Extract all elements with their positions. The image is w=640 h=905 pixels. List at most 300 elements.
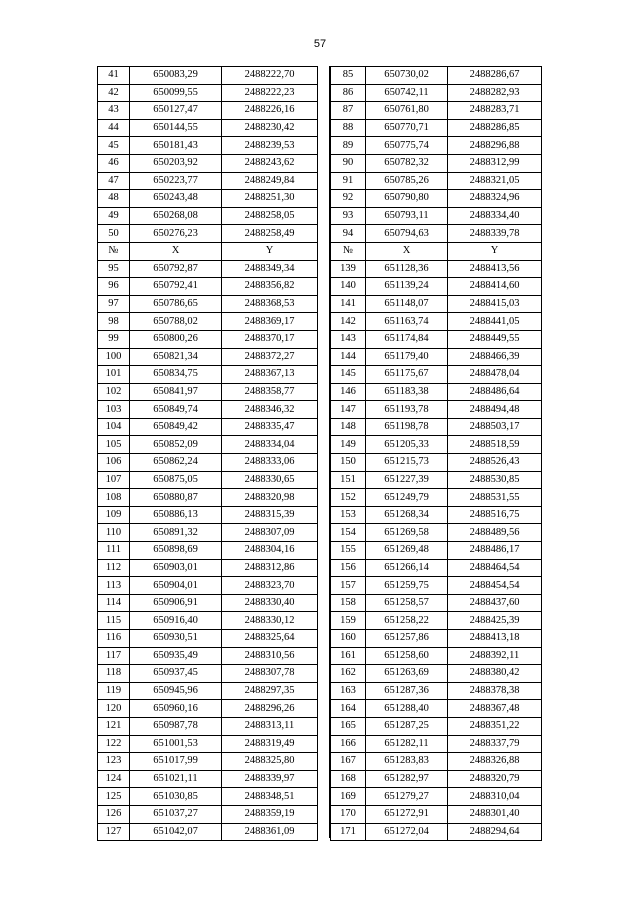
x-coordinate-cell: 651282,11 bbox=[366, 735, 448, 753]
table-row bbox=[98, 700, 318, 718]
point-number-cell: 123 bbox=[98, 753, 130, 771]
x-coordinate-cell: 650127,47 bbox=[130, 102, 222, 120]
x-coordinate-cell: 650786,65 bbox=[130, 295, 222, 313]
x-coordinate-cell: 650891,32 bbox=[130, 524, 222, 542]
table-row bbox=[331, 348, 542, 366]
y-coordinate-cell: 2488325,64 bbox=[222, 630, 318, 648]
point-number-cell: 111 bbox=[98, 542, 130, 560]
table-row bbox=[98, 207, 318, 225]
point-number-cell: 151 bbox=[331, 471, 366, 489]
y-coordinate-cell: 2488368,53 bbox=[222, 295, 318, 313]
y-coordinate-cell: 2488413,18 bbox=[448, 630, 542, 648]
y-coordinate-cell: 2488437,60 bbox=[448, 594, 542, 612]
x-coordinate-cell: 651266,14 bbox=[366, 559, 448, 577]
point-number-cell: 42 bbox=[98, 84, 130, 102]
point-number-cell: 155 bbox=[331, 542, 366, 560]
table-row bbox=[98, 506, 318, 524]
header-row bbox=[98, 242, 318, 260]
y-coordinate-cell: 2488282,93 bbox=[448, 84, 542, 102]
table-row bbox=[98, 630, 318, 648]
table-row bbox=[98, 559, 318, 577]
y-coordinate-cell: 2488392,11 bbox=[448, 647, 542, 665]
point-number-cell: 169 bbox=[331, 788, 366, 806]
x-coordinate-cell: 650792,87 bbox=[130, 260, 222, 278]
x-coordinate-cell: 651268,34 bbox=[366, 506, 448, 524]
point-number-cell: 171 bbox=[331, 823, 366, 841]
y-coordinate-cell: 2488294,64 bbox=[448, 823, 542, 841]
x-coordinate-cell: 650898,69 bbox=[130, 542, 222, 560]
point-number-cell: 106 bbox=[98, 454, 130, 472]
y-coordinate-cell: 2488312,99 bbox=[448, 154, 542, 172]
x-coordinate-cell: 651205,33 bbox=[366, 436, 448, 454]
point-number-cell: 46 bbox=[98, 154, 130, 172]
table-row bbox=[98, 154, 318, 172]
point-number-cell: 148 bbox=[331, 418, 366, 436]
header-num-cell: № bbox=[98, 242, 130, 260]
point-number-cell: 157 bbox=[331, 577, 366, 595]
point-number-cell: 93 bbox=[331, 207, 366, 225]
table-row bbox=[98, 542, 318, 560]
x-coordinate-cell: 650945,96 bbox=[130, 682, 222, 700]
table-row bbox=[331, 788, 542, 806]
point-number-cell: 153 bbox=[331, 506, 366, 524]
x-coordinate-cell: 650785,26 bbox=[366, 172, 448, 190]
coordinates-table-right bbox=[330, 66, 542, 841]
x-coordinate-cell: 650099,55 bbox=[130, 84, 222, 102]
y-coordinate-cell: 2488249,84 bbox=[222, 172, 318, 190]
x-coordinate-cell: 650243,48 bbox=[130, 190, 222, 208]
y-coordinate-cell: 2488380,42 bbox=[448, 665, 542, 683]
table-row bbox=[331, 260, 542, 278]
table-row bbox=[98, 682, 318, 700]
y-coordinate-cell: 2488378,38 bbox=[448, 682, 542, 700]
y-coordinate-cell: 2488286,85 bbox=[448, 119, 542, 137]
table-row bbox=[331, 119, 542, 137]
y-coordinate-cell: 2488531,55 bbox=[448, 489, 542, 507]
y-coordinate-cell: 2488339,97 bbox=[222, 770, 318, 788]
table-row bbox=[331, 524, 542, 542]
point-number-cell: 89 bbox=[331, 137, 366, 155]
y-coordinate-cell: 2488441,05 bbox=[448, 313, 542, 331]
point-number-cell: 159 bbox=[331, 612, 366, 630]
point-number-cell: 117 bbox=[98, 647, 130, 665]
x-coordinate-cell: 650794,63 bbox=[366, 225, 448, 243]
table-row bbox=[331, 67, 542, 85]
x-coordinate-cell: 650775,74 bbox=[366, 137, 448, 155]
x-coordinate-cell: 650268,08 bbox=[130, 207, 222, 225]
table-row bbox=[331, 454, 542, 472]
x-coordinate-cell: 650730,02 bbox=[366, 67, 448, 85]
table-row bbox=[98, 735, 318, 753]
x-coordinate-cell: 650849,42 bbox=[130, 418, 222, 436]
x-coordinate-cell: 650821,34 bbox=[130, 348, 222, 366]
header-num-cell: № bbox=[331, 242, 366, 260]
y-coordinate-cell: 2488296,88 bbox=[448, 137, 542, 155]
point-number-cell: 45 bbox=[98, 137, 130, 155]
y-coordinate-cell: 2488321,05 bbox=[448, 172, 542, 190]
y-coordinate-cell: 2488320,98 bbox=[222, 489, 318, 507]
point-number-cell: 43 bbox=[98, 102, 130, 120]
table-row bbox=[98, 84, 318, 102]
header-x-cell: X bbox=[130, 242, 222, 260]
table-row bbox=[98, 401, 318, 419]
table-row bbox=[331, 542, 542, 560]
x-coordinate-cell: 650852,09 bbox=[130, 436, 222, 454]
table-row bbox=[331, 366, 542, 384]
x-coordinate-cell: 651148,07 bbox=[366, 295, 448, 313]
y-coordinate-cell: 2488489,56 bbox=[448, 524, 542, 542]
x-coordinate-cell: 650903,01 bbox=[130, 559, 222, 577]
table-row bbox=[98, 330, 318, 348]
x-coordinate-cell: 651193,78 bbox=[366, 401, 448, 419]
table-row bbox=[98, 313, 318, 331]
point-number-cell: 122 bbox=[98, 735, 130, 753]
y-coordinate-cell: 2488243,62 bbox=[222, 154, 318, 172]
point-number-cell: 108 bbox=[98, 489, 130, 507]
y-coordinate-cell: 2488370,17 bbox=[222, 330, 318, 348]
y-coordinate-cell: 2488486,17 bbox=[448, 542, 542, 560]
y-coordinate-cell: 2488346,32 bbox=[222, 401, 318, 419]
x-coordinate-cell: 650906,91 bbox=[130, 594, 222, 612]
y-coordinate-cell: 2488337,79 bbox=[448, 735, 542, 753]
point-number-cell: 115 bbox=[98, 612, 130, 630]
x-coordinate-cell: 651227,39 bbox=[366, 471, 448, 489]
point-number-cell: 143 bbox=[331, 330, 366, 348]
point-number-cell: 105 bbox=[98, 436, 130, 454]
point-number-cell: 101 bbox=[98, 366, 130, 384]
y-coordinate-cell: 2488361,09 bbox=[222, 823, 318, 841]
y-coordinate-cell: 2488222,23 bbox=[222, 84, 318, 102]
y-coordinate-cell: 2488297,35 bbox=[222, 682, 318, 700]
table-row bbox=[331, 506, 542, 524]
point-number-cell: 163 bbox=[331, 682, 366, 700]
x-coordinate-cell: 650862,24 bbox=[130, 454, 222, 472]
table-row bbox=[331, 401, 542, 419]
table-row bbox=[331, 665, 542, 683]
point-number-cell: 139 bbox=[331, 260, 366, 278]
y-coordinate-cell: 2488307,78 bbox=[222, 665, 318, 683]
table-row bbox=[331, 823, 542, 841]
table-row bbox=[331, 489, 542, 507]
table-row bbox=[98, 577, 318, 595]
y-coordinate-cell: 2488415,03 bbox=[448, 295, 542, 313]
x-coordinate-cell: 650849,74 bbox=[130, 401, 222, 419]
table-row bbox=[331, 753, 542, 771]
table-row bbox=[331, 436, 542, 454]
point-number-cell: 88 bbox=[331, 119, 366, 137]
point-number-cell: 126 bbox=[98, 805, 130, 823]
y-coordinate-cell: 2488325,80 bbox=[222, 753, 318, 771]
point-number-cell: 118 bbox=[98, 665, 130, 683]
y-coordinate-cell: 2488319,49 bbox=[222, 735, 318, 753]
x-coordinate-cell: 651272,04 bbox=[366, 823, 448, 841]
table-row bbox=[331, 682, 542, 700]
x-coordinate-cell: 650144,55 bbox=[130, 119, 222, 137]
x-coordinate-cell: 651258,57 bbox=[366, 594, 448, 612]
table-row bbox=[98, 418, 318, 436]
x-coordinate-cell: 650788,02 bbox=[130, 313, 222, 331]
table-row bbox=[98, 436, 318, 454]
table-row bbox=[331, 225, 542, 243]
point-number-cell: 127 bbox=[98, 823, 130, 841]
y-coordinate-cell: 2488226,16 bbox=[222, 102, 318, 120]
table-row bbox=[331, 313, 542, 331]
x-coordinate-cell: 651259,75 bbox=[366, 577, 448, 595]
y-coordinate-cell: 2488310,04 bbox=[448, 788, 542, 806]
table-row bbox=[331, 154, 542, 172]
y-coordinate-cell: 2488310,56 bbox=[222, 647, 318, 665]
x-coordinate-cell: 651139,24 bbox=[366, 278, 448, 296]
table-row bbox=[98, 383, 318, 401]
table-row bbox=[331, 137, 542, 155]
x-coordinate-cell: 651183,38 bbox=[366, 383, 448, 401]
point-number-cell: 98 bbox=[98, 313, 130, 331]
table-row bbox=[331, 190, 542, 208]
header-x-cell: X bbox=[366, 242, 448, 260]
coordinates-tables bbox=[97, 66, 541, 838]
x-coordinate-cell: 651179,40 bbox=[366, 348, 448, 366]
point-number-cell: 121 bbox=[98, 717, 130, 735]
table-row bbox=[331, 330, 542, 348]
point-number-cell: 164 bbox=[331, 700, 366, 718]
point-number-cell: 114 bbox=[98, 594, 130, 612]
table-row bbox=[98, 225, 318, 243]
table-row bbox=[98, 366, 318, 384]
x-coordinate-cell: 651163,74 bbox=[366, 313, 448, 331]
y-coordinate-cell: 2488258,49 bbox=[222, 225, 318, 243]
point-number-cell: 150 bbox=[331, 454, 366, 472]
table-row bbox=[331, 207, 542, 225]
point-number-cell: 94 bbox=[331, 225, 366, 243]
x-coordinate-cell: 650916,40 bbox=[130, 612, 222, 630]
x-coordinate-cell: 651037,27 bbox=[130, 805, 222, 823]
table-row bbox=[98, 612, 318, 630]
point-number-cell: 48 bbox=[98, 190, 130, 208]
x-coordinate-cell: 651282,97 bbox=[366, 770, 448, 788]
table-row bbox=[98, 454, 318, 472]
x-coordinate-cell: 651175,67 bbox=[366, 366, 448, 384]
x-coordinate-cell: 650792,41 bbox=[130, 278, 222, 296]
table-row bbox=[98, 524, 318, 542]
point-number-cell: 156 bbox=[331, 559, 366, 577]
table-row bbox=[98, 805, 318, 823]
y-coordinate-cell: 2488324,96 bbox=[448, 190, 542, 208]
point-number-cell: 142 bbox=[331, 313, 366, 331]
point-number-cell: 145 bbox=[331, 366, 366, 384]
x-coordinate-cell: 651263,69 bbox=[366, 665, 448, 683]
x-coordinate-cell: 650742,11 bbox=[366, 84, 448, 102]
x-coordinate-cell: 650937,45 bbox=[130, 665, 222, 683]
table-row bbox=[331, 717, 542, 735]
x-coordinate-cell: 651174,84 bbox=[366, 330, 448, 348]
y-coordinate-cell: 2488330,40 bbox=[222, 594, 318, 612]
y-coordinate-cell: 2488414,60 bbox=[448, 278, 542, 296]
x-coordinate-cell: 650886,13 bbox=[130, 506, 222, 524]
coordinates-table-left bbox=[97, 66, 318, 841]
y-coordinate-cell: 2488258,05 bbox=[222, 207, 318, 225]
table-row bbox=[98, 102, 318, 120]
table-row bbox=[331, 102, 542, 120]
y-coordinate-cell: 2488230,42 bbox=[222, 119, 318, 137]
point-number-cell: 162 bbox=[331, 665, 366, 683]
y-coordinate-cell: 2488351,22 bbox=[448, 717, 542, 735]
x-coordinate-cell: 650935,49 bbox=[130, 647, 222, 665]
point-number-cell: 147 bbox=[331, 401, 366, 419]
x-coordinate-cell: 650761,80 bbox=[366, 102, 448, 120]
point-number-cell: 97 bbox=[98, 295, 130, 313]
point-number-cell: 109 bbox=[98, 506, 130, 524]
point-number-cell: 95 bbox=[98, 260, 130, 278]
x-coordinate-cell: 651288,40 bbox=[366, 700, 448, 718]
point-number-cell: 112 bbox=[98, 559, 130, 577]
x-coordinate-cell: 651269,58 bbox=[366, 524, 448, 542]
point-number-cell: 113 bbox=[98, 577, 130, 595]
y-coordinate-cell: 2488333,06 bbox=[222, 454, 318, 472]
table-row bbox=[98, 489, 318, 507]
point-number-cell: 104 bbox=[98, 418, 130, 436]
x-coordinate-cell: 651287,36 bbox=[366, 682, 448, 700]
y-coordinate-cell: 2488478,04 bbox=[448, 366, 542, 384]
x-coordinate-cell: 651030,85 bbox=[130, 788, 222, 806]
y-coordinate-cell: 2488516,75 bbox=[448, 506, 542, 524]
point-number-cell: 91 bbox=[331, 172, 366, 190]
y-coordinate-cell: 2488358,77 bbox=[222, 383, 318, 401]
x-coordinate-cell: 650782,32 bbox=[366, 154, 448, 172]
point-number-cell: 96 bbox=[98, 278, 130, 296]
point-number-cell: 167 bbox=[331, 753, 366, 771]
point-number-cell: 100 bbox=[98, 348, 130, 366]
table-row bbox=[331, 805, 542, 823]
x-coordinate-cell: 650875,05 bbox=[130, 471, 222, 489]
point-number-cell: 120 bbox=[98, 700, 130, 718]
y-coordinate-cell: 2488286,67 bbox=[448, 67, 542, 85]
x-coordinate-cell: 650203,92 bbox=[130, 154, 222, 172]
point-number-cell: 141 bbox=[331, 295, 366, 313]
table-row bbox=[98, 717, 318, 735]
point-number-cell: 146 bbox=[331, 383, 366, 401]
page-number: 57 bbox=[313, 38, 327, 50]
table-row bbox=[98, 823, 318, 841]
point-number-cell: 154 bbox=[331, 524, 366, 542]
x-coordinate-cell: 651017,99 bbox=[130, 753, 222, 771]
x-coordinate-cell: 651283,83 bbox=[366, 753, 448, 771]
y-coordinate-cell: 2488486,64 bbox=[448, 383, 542, 401]
point-number-cell: 50 bbox=[98, 225, 130, 243]
point-number-cell: 92 bbox=[331, 190, 366, 208]
table-row bbox=[98, 647, 318, 665]
x-coordinate-cell: 650276,23 bbox=[130, 225, 222, 243]
point-number-cell: 87 bbox=[331, 102, 366, 120]
header-y-cell: Y bbox=[222, 242, 318, 260]
table-row bbox=[331, 172, 542, 190]
x-coordinate-cell: 650930,51 bbox=[130, 630, 222, 648]
x-coordinate-cell: 650841,97 bbox=[130, 383, 222, 401]
table-row bbox=[98, 665, 318, 683]
point-number-cell: 144 bbox=[331, 348, 366, 366]
y-coordinate-cell: 2488372,27 bbox=[222, 348, 318, 366]
y-coordinate-cell: 2488530,85 bbox=[448, 471, 542, 489]
x-coordinate-cell: 650880,87 bbox=[130, 489, 222, 507]
point-number-cell: 107 bbox=[98, 471, 130, 489]
y-coordinate-cell: 2488315,39 bbox=[222, 506, 318, 524]
x-coordinate-cell: 650083,29 bbox=[130, 67, 222, 85]
x-coordinate-cell: 650834,75 bbox=[130, 366, 222, 384]
point-number-cell: 44 bbox=[98, 119, 130, 137]
y-coordinate-cell: 2488449,55 bbox=[448, 330, 542, 348]
y-coordinate-cell: 2488304,16 bbox=[222, 542, 318, 560]
table-row bbox=[331, 735, 542, 753]
table-row bbox=[98, 137, 318, 155]
y-coordinate-cell: 2488367,48 bbox=[448, 700, 542, 718]
table-row bbox=[331, 647, 542, 665]
y-coordinate-cell: 2488334,04 bbox=[222, 436, 318, 454]
y-coordinate-cell: 2488425,39 bbox=[448, 612, 542, 630]
table-row bbox=[98, 278, 318, 296]
header-row bbox=[331, 242, 542, 260]
x-coordinate-cell: 650987,78 bbox=[130, 717, 222, 735]
x-coordinate-cell: 650223,77 bbox=[130, 172, 222, 190]
point-number-cell: 110 bbox=[98, 524, 130, 542]
point-number-cell: 158 bbox=[331, 594, 366, 612]
point-number-cell: 116 bbox=[98, 630, 130, 648]
x-coordinate-cell: 651279,27 bbox=[366, 788, 448, 806]
y-coordinate-cell: 2488339,78 bbox=[448, 225, 542, 243]
table-row bbox=[98, 172, 318, 190]
table-row bbox=[331, 418, 542, 436]
y-coordinate-cell: 2488251,30 bbox=[222, 190, 318, 208]
x-coordinate-cell: 650181,43 bbox=[130, 137, 222, 155]
x-coordinate-cell: 650770,71 bbox=[366, 119, 448, 137]
table-row bbox=[331, 295, 542, 313]
y-coordinate-cell: 2488518,59 bbox=[448, 436, 542, 454]
point-number-cell: 149 bbox=[331, 436, 366, 454]
table-row bbox=[331, 471, 542, 489]
table-row bbox=[331, 770, 542, 788]
y-coordinate-cell: 2488503,17 bbox=[448, 418, 542, 436]
point-number-cell: 165 bbox=[331, 717, 366, 735]
point-number-cell: 166 bbox=[331, 735, 366, 753]
point-number-cell: 124 bbox=[98, 770, 130, 788]
table-row bbox=[98, 119, 318, 137]
x-coordinate-cell: 651001,53 bbox=[130, 735, 222, 753]
x-coordinate-cell: 651021,11 bbox=[130, 770, 222, 788]
x-coordinate-cell: 650904,01 bbox=[130, 577, 222, 595]
point-number-cell: 99 bbox=[98, 330, 130, 348]
x-coordinate-cell: 650960,16 bbox=[130, 700, 222, 718]
point-number-cell: 86 bbox=[331, 84, 366, 102]
table-row bbox=[331, 577, 542, 595]
point-number-cell: 160 bbox=[331, 630, 366, 648]
y-coordinate-cell: 2488454,54 bbox=[448, 577, 542, 595]
point-number-cell: 41 bbox=[98, 67, 130, 85]
y-coordinate-cell: 2488239,53 bbox=[222, 137, 318, 155]
x-coordinate-cell: 651287,25 bbox=[366, 717, 448, 735]
y-coordinate-cell: 2488466,39 bbox=[448, 348, 542, 366]
x-coordinate-cell: 651258,22 bbox=[366, 612, 448, 630]
y-coordinate-cell: 2488326,88 bbox=[448, 753, 542, 771]
x-coordinate-cell: 651249,79 bbox=[366, 489, 448, 507]
table-row bbox=[98, 67, 318, 85]
point-number-cell: 90 bbox=[331, 154, 366, 172]
table-row bbox=[331, 278, 542, 296]
y-coordinate-cell: 2488464,54 bbox=[448, 559, 542, 577]
x-coordinate-cell: 650790,80 bbox=[366, 190, 448, 208]
y-coordinate-cell: 2488312,86 bbox=[222, 559, 318, 577]
table-row bbox=[331, 84, 542, 102]
table-row bbox=[98, 190, 318, 208]
table-gap bbox=[317, 66, 330, 838]
y-coordinate-cell: 2488335,47 bbox=[222, 418, 318, 436]
